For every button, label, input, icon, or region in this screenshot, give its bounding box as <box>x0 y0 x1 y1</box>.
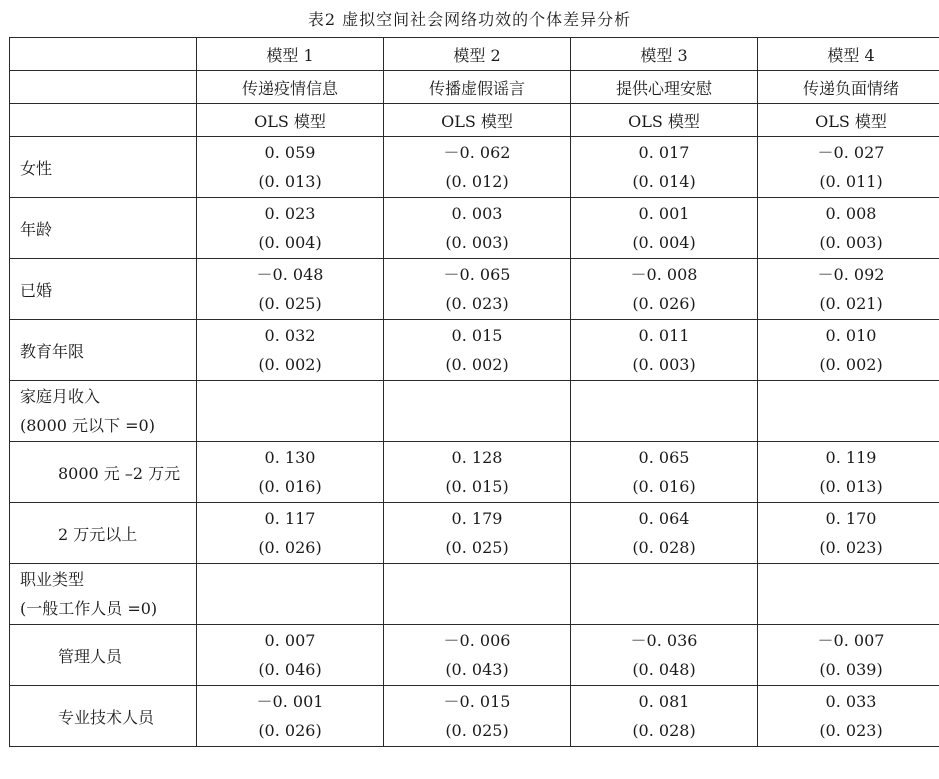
coefficient-line <box>571 260 757 289</box>
coefficient-cell <box>571 320 758 381</box>
standard-error: (0. 028) <box>632 538 696 557</box>
coefficient-cell <box>197 503 384 564</box>
empty-cell <box>758 564 939 625</box>
coefficient-value: 0. 059 <box>264 143 316 162</box>
coefficient-value: 0. 032 <box>264 326 316 345</box>
standard-error: (0. 025) <box>258 294 322 313</box>
section-row <box>10 564 939 625</box>
model-name: 模型 1 <box>197 38 384 71</box>
coefficient-cell <box>571 625 758 686</box>
dependent-header-row <box>10 71 939 104</box>
coefficient-cell <box>571 198 758 259</box>
coefficient-cell <box>384 198 571 259</box>
coefficient-cell <box>758 137 939 198</box>
standard-error: (0. 012) <box>445 172 509 191</box>
empty-cell <box>197 564 384 625</box>
row-label: 年龄 <box>10 198 197 259</box>
standard-error: (0. 026) <box>632 294 696 313</box>
coefficient-line <box>197 443 383 472</box>
coefficient-line <box>758 504 939 533</box>
standard-error: (0. 004) <box>632 233 696 252</box>
coefficient-line <box>197 199 383 228</box>
coefficient-line <box>571 504 757 533</box>
coefficient-value: －0. 027 <box>817 143 885 162</box>
standard-error: (0. 002) <box>258 355 322 374</box>
coefficient-cell <box>197 137 384 198</box>
standard-error: (0. 003) <box>445 233 509 252</box>
coefficient-value: 0. 081 <box>638 692 690 711</box>
coefficient-cell <box>571 137 758 198</box>
coefficient-value: －0. 065 <box>443 265 511 284</box>
dependent-variable: 传递疫情信息 <box>197 71 384 104</box>
coefficient-line <box>758 321 939 350</box>
method-label: OLS 模型 <box>758 104 939 137</box>
standard-error: (0. 002) <box>819 355 883 374</box>
row-label: 8000 元 –2 万元 <box>10 442 197 503</box>
empty-cell <box>197 381 384 442</box>
dependent-variable: 提供心理安慰 <box>571 71 758 104</box>
coefficient-value: －0. 036 <box>630 631 698 650</box>
coefficient-cell <box>197 442 384 503</box>
standard-error: (0. 021) <box>819 294 883 313</box>
method-header-row <box>10 104 939 137</box>
coefficient-line <box>384 138 570 167</box>
standard-error: (0. 016) <box>258 477 322 496</box>
coefficient-value: －0. 092 <box>817 265 885 284</box>
standard-error: (0. 015) <box>445 477 509 496</box>
coefficient-value: 0. 065 <box>638 448 690 467</box>
coefficient-value: 0. 119 <box>825 448 877 467</box>
coefficient-line <box>758 260 939 289</box>
standard-error: (0. 046) <box>258 660 322 679</box>
header-corner-cell <box>10 71 197 104</box>
coefficient-cell <box>758 625 939 686</box>
coefficient-cell <box>384 503 571 564</box>
coefficient-line <box>384 199 570 228</box>
coefficient-cell <box>758 442 939 503</box>
table-row <box>10 503 939 564</box>
standard-error: (0. 023) <box>819 721 883 740</box>
coefficient-cell <box>571 686 758 747</box>
standard-error: (0. 039) <box>819 660 883 679</box>
coefficient-value: 0. 064 <box>638 509 690 528</box>
coefficient-cell <box>384 259 571 320</box>
method-label: OLS 模型 <box>571 104 758 137</box>
empty-cell <box>384 381 571 442</box>
row-label: 女性 <box>10 137 197 198</box>
coefficient-line <box>384 260 570 289</box>
coefficient-value: －0. 008 <box>630 265 698 284</box>
coefficient-line <box>384 321 570 350</box>
coefficient-value: 0. 007 <box>264 631 316 650</box>
coefficient-cell <box>384 442 571 503</box>
coefficient-line <box>571 138 757 167</box>
coefficient-cell <box>758 686 939 747</box>
model-header-row <box>10 38 939 71</box>
table-row <box>10 137 939 198</box>
coefficient-line <box>197 687 383 716</box>
coefficient-line <box>758 687 939 716</box>
dependent-variable: 传播虚假谣言 <box>384 71 571 104</box>
standard-error: (0. 016) <box>632 477 696 496</box>
coefficient-cell <box>197 259 384 320</box>
section-label <box>10 564 197 625</box>
coefficient-cell <box>197 320 384 381</box>
header-corner-cell <box>10 38 197 71</box>
dependent-variable: 传递负面情绪 <box>758 71 939 104</box>
coefficient-value: 0. 010 <box>825 326 877 345</box>
coefficient-value: 0. 117 <box>264 509 316 528</box>
coefficient-line <box>571 443 757 472</box>
standard-error: (0. 014) <box>632 172 696 191</box>
standard-error: (0. 003) <box>819 233 883 252</box>
empty-cell <box>384 564 571 625</box>
coefficient-cell <box>197 625 384 686</box>
row-label: 已婚 <box>10 259 197 320</box>
model-name: 模型 2 <box>384 38 571 71</box>
coefficient-cell <box>758 259 939 320</box>
coefficient-value: 0. 179 <box>451 509 503 528</box>
empty-cell <box>571 381 758 442</box>
regression-table <box>9 37 939 747</box>
coefficient-value: 0. 003 <box>451 204 503 223</box>
coefficient-cell <box>571 442 758 503</box>
section-title: 家庭月收入 <box>20 387 101 406</box>
table-row <box>10 198 939 259</box>
section-reference: (一般工作人员 =0) <box>20 599 158 618</box>
empty-cell <box>571 564 758 625</box>
coefficient-cell <box>758 320 939 381</box>
coefficient-cell <box>758 198 939 259</box>
coefficient-line <box>571 687 757 716</box>
standard-error: (0. 013) <box>819 477 883 496</box>
coefficient-cell <box>197 198 384 259</box>
coefficient-cell <box>384 320 571 381</box>
section-label <box>10 381 197 442</box>
coefficient-value: 0. 008 <box>825 204 877 223</box>
section-title: 职业类型 <box>20 570 85 589</box>
standard-error: (0. 026) <box>258 721 322 740</box>
table-row <box>10 442 939 503</box>
table-caption: 表2 虚拟空间社会网络功效的个体差异分析 <box>307 10 632 29</box>
coefficient-value: 0. 015 <box>451 326 503 345</box>
coefficient-line <box>571 626 757 655</box>
standard-error: (0. 023) <box>445 294 509 313</box>
coefficient-line <box>758 626 939 655</box>
standard-error: (0. 003) <box>632 355 696 374</box>
coefficient-cell <box>758 503 939 564</box>
standard-error: (0. 028) <box>632 721 696 740</box>
coefficient-line <box>197 504 383 533</box>
coefficient-line <box>384 687 570 716</box>
empty-cell <box>758 381 939 442</box>
coefficient-line <box>384 626 570 655</box>
coefficient-value: 0. 170 <box>825 509 877 528</box>
coefficient-cell <box>571 259 758 320</box>
method-label: OLS 模型 <box>197 104 384 137</box>
model-name: 模型 4 <box>758 38 939 71</box>
coefficient-line <box>197 321 383 350</box>
header-corner-cell <box>10 104 197 137</box>
table-row <box>10 259 939 320</box>
coefficient-value: －0. 007 <box>817 631 885 650</box>
row-label: 2 万元以上 <box>10 503 197 564</box>
coefficient-line <box>571 199 757 228</box>
coefficient-line <box>384 443 570 472</box>
coefficient-value: 0. 017 <box>638 143 690 162</box>
table-row <box>10 686 939 747</box>
coefficient-line <box>758 138 939 167</box>
coefficient-cell <box>197 686 384 747</box>
coefficient-line <box>758 443 939 472</box>
table-row <box>10 625 939 686</box>
method-label: OLS 模型 <box>384 104 571 137</box>
standard-error: (0. 048) <box>632 660 696 679</box>
row-label: 管理人员 <box>10 625 197 686</box>
standard-error: (0. 025) <box>445 538 509 557</box>
coefficient-cell <box>571 503 758 564</box>
coefficient-line <box>197 260 383 289</box>
coefficient-cell <box>384 686 571 747</box>
section-row <box>10 381 939 442</box>
model-name: 模型 3 <box>571 38 758 71</box>
coefficient-value: 0. 001 <box>638 204 690 223</box>
coefficient-value: 0. 023 <box>264 204 316 223</box>
standard-error: (0. 023) <box>819 538 883 557</box>
section-reference: (8000 元以下 =0) <box>20 416 155 435</box>
standard-error: (0. 043) <box>445 660 509 679</box>
coefficient-value: 0. 128 <box>451 448 503 467</box>
coefficient-line <box>197 138 383 167</box>
standard-error: (0. 025) <box>445 721 509 740</box>
standard-error: (0. 002) <box>445 355 509 374</box>
coefficient-cell <box>384 625 571 686</box>
coefficient-value: －0. 048 <box>256 265 324 284</box>
coefficient-line <box>384 504 570 533</box>
row-label: 专业技术人员 <box>10 686 197 747</box>
standard-error: (0. 011) <box>819 172 883 191</box>
coefficient-value: 0. 011 <box>638 326 690 345</box>
standard-error: (0. 026) <box>258 538 322 557</box>
coefficient-value: －0. 062 <box>443 143 511 162</box>
row-label: 教育年限 <box>10 320 197 381</box>
coefficient-value: 0. 033 <box>825 692 877 711</box>
standard-error: (0. 004) <box>258 233 322 252</box>
coefficient-value: －0. 015 <box>443 692 511 711</box>
coefficient-value: －0. 006 <box>443 631 511 650</box>
coefficient-value: －0. 001 <box>256 692 324 711</box>
table-row <box>10 320 939 381</box>
coefficient-cell <box>384 137 571 198</box>
coefficient-line <box>758 199 939 228</box>
coefficient-value: 0. 130 <box>264 448 316 467</box>
coefficient-line <box>571 321 757 350</box>
coefficient-line <box>197 626 383 655</box>
standard-error: (0. 013) <box>258 172 322 191</box>
